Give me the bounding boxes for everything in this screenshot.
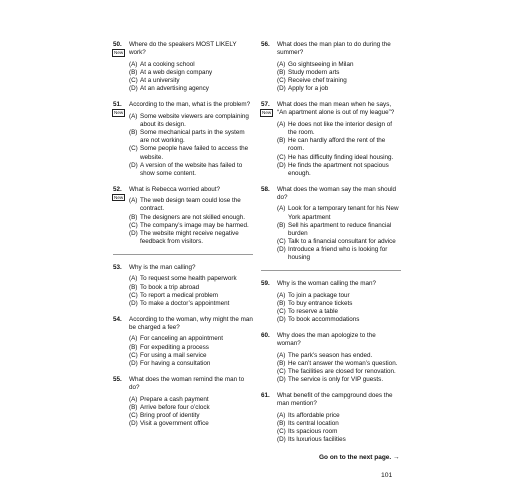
- option-letter: (C): [129, 77, 138, 85]
- option-text: The designers are not skilled enough.: [140, 213, 246, 221]
- new-badge: New: [114, 110, 124, 116]
- answer-option: [129, 162, 253, 178]
- option-letter: (D): [129, 360, 138, 367]
- answer-option: [129, 404, 253, 412]
- question-head: [113, 315, 253, 332]
- option-letter: (A): [129, 335, 138, 343]
- answer-options: [129, 197, 253, 246]
- option-text: The facilities are closed for renovation.: [288, 368, 396, 376]
- option-text: At a university: [140, 77, 180, 85]
- option-letter: (C): [277, 238, 286, 246]
- answer-options: [129, 61, 253, 94]
- answer-option: [277, 352, 401, 360]
- option-text: Its affordable price: [288, 411, 340, 419]
- question-head: [113, 185, 253, 200]
- option-text: At a web design company: [140, 69, 213, 77]
- option-letter: (D): [277, 85, 286, 93]
- answer-option: [277, 205, 401, 221]
- question-stem: Where do the speakers MOST LIKELY work?: [129, 41, 237, 57]
- question-number: 61.: [261, 392, 270, 400]
- answer-option: [277, 77, 401, 85]
- question-head: [113, 263, 253, 272]
- answer-options: [129, 396, 253, 429]
- left-question-column: [113, 41, 253, 436]
- answer-option: [277, 420, 401, 428]
- answer-options: [277, 292, 401, 325]
- question-stem: Why does the man apologize to the woman?: [277, 331, 376, 348]
- option-letter: (A): [277, 291, 286, 299]
- section-divider: [261, 270, 401, 271]
- option-text: To make a doctor’s appointment: [140, 299, 230, 307]
- option-text: Some mechanical parts in the system are not working.: [140, 129, 245, 145]
- option-text: Its luxurious facilities: [288, 436, 346, 444]
- option-text: To join a package tour: [288, 291, 350, 299]
- option-letter: (C): [129, 411, 138, 419]
- answer-option: [129, 284, 253, 292]
- answer-option: [129, 360, 253, 368]
- option-text: For using a mail service: [140, 351, 207, 359]
- answer-option: [129, 335, 253, 343]
- question-head: [261, 101, 401, 117]
- answer-options: [277, 205, 401, 262]
- answer-option: [129, 61, 253, 69]
- answer-options: [129, 275, 253, 308]
- option-letter: (D): [129, 85, 138, 93]
- option-letter: (C): [277, 428, 286, 436]
- answer-option: [129, 129, 253, 145]
- option-letter: (D): [277, 316, 286, 324]
- answer-option: [129, 113, 253, 129]
- answer-option: [129, 396, 253, 404]
- answer-option: [277, 121, 401, 137]
- option-letter: (A): [129, 60, 138, 68]
- option-letter: (A): [277, 351, 286, 359]
- option-letter: (A): [129, 112, 138, 120]
- option-text: For having a consultation: [140, 360, 211, 367]
- question-stem: According to the man, what is the problem?: [129, 101, 251, 109]
- option-letter: (D): [277, 436, 286, 444]
- page-number: 101: [381, 472, 393, 479]
- answer-option: [129, 85, 253, 93]
- question-stem: According to the woman, why might the man be charged a fee?: [129, 315, 253, 331]
- question-head: [261, 185, 401, 202]
- question-stem: What does the woman remind the man to do?: [129, 375, 245, 391]
- option-letter: (A): [277, 120, 286, 128]
- question-number: 55.: [113, 375, 122, 383]
- answer-option: [129, 300, 253, 308]
- question-stem: What is Rebecca worried about?: [129, 185, 221, 193]
- option-letter: (B): [277, 299, 286, 307]
- answer-option: [129, 412, 253, 420]
- answer-option: [129, 230, 253, 246]
- option-text: Prepare a cash payment: [140, 395, 209, 403]
- option-text: Visit a government office: [140, 420, 209, 428]
- option-letter: (C): [277, 77, 286, 85]
- answer-option: [277, 360, 401, 368]
- answer-option: [129, 214, 253, 222]
- option-letter: (B): [277, 69, 286, 77]
- answer-option: [277, 154, 401, 162]
- option-text: For expediting a process: [140, 343, 209, 351]
- question-number: 52.: [113, 185, 122, 193]
- right-question-column: [261, 41, 401, 452]
- option-letter: (A): [129, 395, 138, 403]
- answer-option: [129, 292, 253, 300]
- option-text: To reserve a table: [288, 308, 339, 316]
- answer-option: [129, 145, 253, 161]
- question-head: [261, 392, 401, 408]
- option-letter: (B): [129, 129, 138, 137]
- answer-option: [277, 246, 401, 262]
- answer-option: [277, 222, 401, 238]
- question-58: [261, 186, 401, 263]
- option-text: He has difficulty finding ideal housing.: [288, 153, 394, 161]
- question-stem: What does the man plan to do during the summer?: [277, 41, 391, 57]
- question-number: 54.: [113, 315, 122, 323]
- option-text: Its central location: [288, 420, 339, 428]
- question-head: [261, 280, 401, 288]
- option-text: At a cooking school: [140, 60, 195, 68]
- option-letter: (A): [129, 197, 138, 205]
- option-text: The web design team could lose the contract.: [140, 197, 241, 213]
- answer-option: [277, 412, 401, 420]
- answer-options: [277, 352, 401, 385]
- question-59: [261, 280, 401, 324]
- option-letter: (B): [129, 343, 138, 351]
- answer-options: [129, 113, 253, 178]
- option-letter: (C): [277, 153, 286, 161]
- option-text: He can’t answer the woman’s question.: [288, 360, 398, 367]
- question-54: [113, 316, 253, 369]
- option-letter: (B): [129, 283, 138, 291]
- answer-option: [129, 344, 253, 352]
- question-number: 50.: [113, 41, 122, 48]
- answer-option: [129, 420, 253, 428]
- question-55: [113, 376, 253, 429]
- option-text: To report a medical problem: [140, 291, 219, 299]
- question-head: [113, 375, 253, 392]
- option-text: Go sightseeing in Milan: [288, 60, 354, 68]
- option-letter: (A): [129, 275, 138, 283]
- option-letter: (B): [129, 403, 138, 411]
- option-letter: (B): [277, 360, 286, 367]
- option-text: He can hardly afford the rent of the room.: [288, 137, 386, 153]
- answer-option: [277, 308, 401, 316]
- answer-options: [277, 121, 401, 178]
- option-text: Some website viewers are complaining about its design.: [140, 112, 249, 128]
- question-number: 53.: [113, 263, 122, 271]
- question-head: [261, 41, 401, 57]
- answer-option: [129, 77, 253, 85]
- question-53: [113, 264, 253, 308]
- answer-option: [277, 137, 401, 153]
- option-letter: (C): [129, 291, 138, 299]
- option-letter: (C): [277, 308, 286, 316]
- question-number: 51.: [113, 101, 122, 109]
- option-text: For canceling an appointment: [140, 335, 223, 343]
- option-text: Sell his apartment to reduce financial burden: [288, 221, 392, 237]
- answer-option: [277, 316, 401, 324]
- option-letter: (A): [277, 60, 286, 68]
- question-60: [261, 332, 401, 385]
- question-number: 57.: [261, 101, 270, 109]
- question-stem: What does the woman say the man should do?: [277, 185, 397, 201]
- option-letter: (B): [277, 221, 286, 229]
- question-stem: What does the man mean when he says, “An apartment alone is out of my league”?: [277, 101, 395, 117]
- answer-options: [277, 61, 401, 94]
- question-61: [261, 392, 401, 445]
- option-letter: (C): [129, 351, 138, 359]
- option-letter: (A): [277, 205, 286, 213]
- option-text: Talk to a financial consultant for advice: [288, 238, 396, 246]
- option-letter: (C): [129, 145, 138, 153]
- option-text: The website might receive negative feedback from visitors.: [140, 229, 239, 246]
- option-letter: (D): [129, 161, 138, 169]
- question-56: [261, 41, 401, 94]
- option-letter: (A): [277, 411, 286, 419]
- next-page-notice: Go on to the next page. →: [319, 454, 400, 461]
- new-badge: New: [114, 50, 124, 55]
- answer-option: [277, 61, 401, 69]
- answer-option: [277, 85, 401, 93]
- answer-option: [129, 275, 253, 283]
- option-text: To request some health paperwork: [140, 275, 237, 283]
- option-text: The service is only for VIP guests.: [288, 376, 384, 384]
- question-stem: Why is the woman calling the man?: [277, 280, 377, 288]
- section-divider: [113, 254, 253, 255]
- new-badge: New: [114, 194, 124, 200]
- option-letter: (B): [129, 213, 138, 221]
- option-letter: (B): [277, 137, 286, 145]
- question-51: [113, 101, 253, 178]
- option-text: To buy entrance tickets: [288, 299, 353, 307]
- option-text: To book accommodations: [288, 316, 360, 324]
- question-number: 56.: [261, 41, 270, 48]
- answer-option: [277, 436, 401, 444]
- question-number: 60.: [261, 331, 270, 339]
- option-text: At an advertising agency: [140, 85, 209, 93]
- new-badge: New: [262, 110, 272, 116]
- answer-option: [277, 69, 401, 77]
- answer-option: [277, 368, 401, 376]
- question-number: 59.: [261, 280, 270, 288]
- option-letter: (D): [129, 299, 138, 307]
- question-50: [113, 41, 253, 94]
- question-52: [113, 186, 253, 247]
- answer-option: [277, 238, 401, 246]
- option-letter: (D): [129, 420, 138, 428]
- option-letter: (D): [277, 376, 286, 384]
- option-text: The park’s season has ended.: [288, 351, 373, 359]
- option-letter: (D): [277, 161, 286, 169]
- option-text: Arrive before four o’clock: [140, 403, 210, 411]
- question-57: [261, 101, 401, 178]
- option-letter: (C): [277, 368, 286, 376]
- option-text: Receive chef training: [288, 77, 347, 85]
- answer-options: [129, 335, 253, 368]
- option-text: Look for a temporary tenant for his New York apartment: [288, 205, 399, 221]
- option-letter: (B): [277, 420, 286, 428]
- question-stem: Why is the man calling?: [129, 263, 196, 271]
- option-text: Its spacious room: [288, 428, 338, 436]
- question-head: [261, 331, 401, 348]
- option-letter: (D): [277, 246, 286, 254]
- answer-option: [277, 428, 401, 436]
- option-text: To book a trip abroad: [140, 283, 200, 291]
- option-text: Bring proof of identity: [140, 411, 200, 419]
- option-letter: (D): [129, 229, 138, 237]
- answer-option: [277, 300, 401, 308]
- question-head: [113, 101, 253, 116]
- option-text: He finds the apartment not spacious enough.: [288, 161, 389, 177]
- question-stem: What benefit of the campground does the man mention?: [277, 392, 393, 408]
- answer-option: [129, 197, 253, 213]
- option-text: Some people have failed to access the website.: [140, 145, 249, 161]
- question-head: [113, 41, 253, 57]
- option-text: Apply for a job: [288, 85, 329, 93]
- option-text: He does not like the interior design of the room.: [288, 120, 392, 137]
- answer-options: [277, 412, 401, 445]
- answer-option: [129, 69, 253, 77]
- answer-option: [129, 222, 253, 230]
- question-number: 58.: [261, 185, 270, 193]
- option-text: A version of the website has failed to show some content.: [140, 161, 243, 177]
- option-letter: (B): [129, 69, 138, 77]
- option-letter: (C): [129, 221, 138, 229]
- answer-option: [277, 162, 401, 178]
- option-text: Introduce a friend who is looking for housing: [288, 246, 388, 262]
- answer-option: [129, 352, 253, 360]
- answer-option: [277, 292, 401, 300]
- option-text: The company’s image may be harmed.: [140, 221, 249, 229]
- option-text: Study modern arts: [288, 69, 340, 77]
- answer-option: [277, 376, 401, 384]
